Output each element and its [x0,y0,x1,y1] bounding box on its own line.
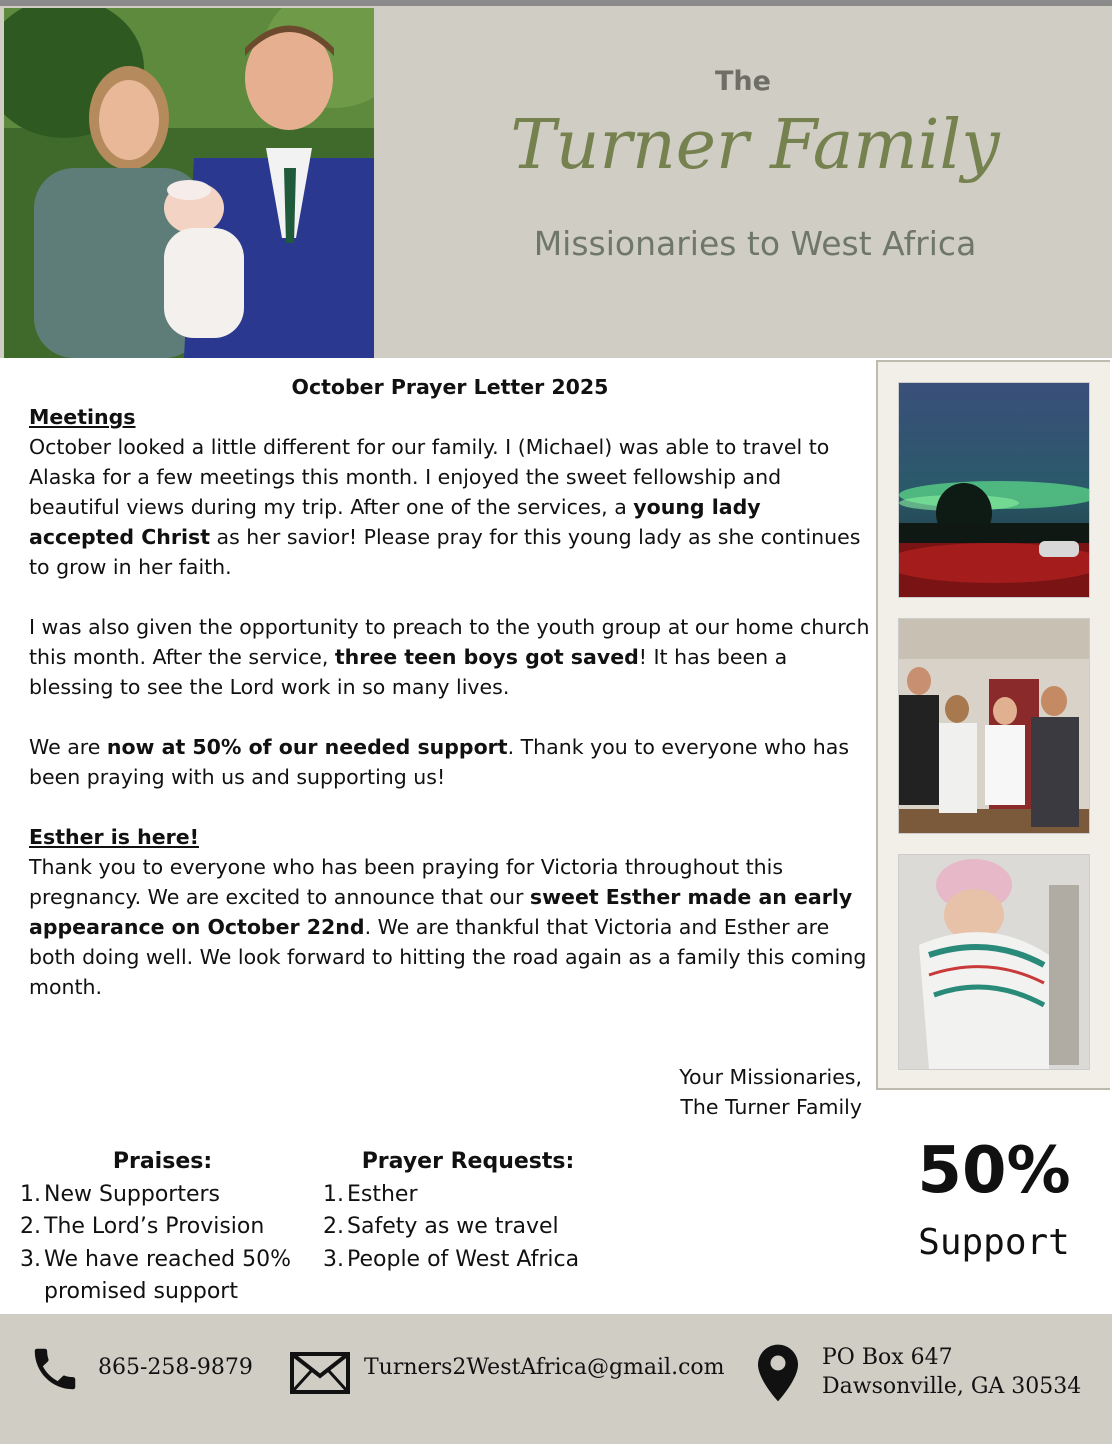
list-item: 1. New Supporters [20,1181,220,1207]
letter-body [29,372,871,1002]
location-pin-icon [758,1344,798,1402]
signoff-line-2: The Turner Family [680,1095,862,1119]
list-item: 2. Safety as we travel [323,1214,559,1239]
contact-footer [0,1314,1112,1444]
mailing-address: PO Box 647 Dawsonville, GA 30534 [822,1345,1082,1399]
signoff [679,1062,862,1122]
photo-sidebar [876,360,1110,1090]
list-item: 3. People of West Africa [323,1246,580,1272]
list-item: 1. Esther [323,1181,418,1207]
praises-list [20,1146,305,1309]
support-label: Support [918,1222,1070,1263]
envelope-icon [290,1352,350,1394]
signoff-line-1: Your Missionaries, [679,1065,862,1089]
meetings-heading: Meetings [29,405,136,429]
phone-number[interactable]: 865-258-9879 [98,1355,253,1380]
subtitle: Missionaries to West Africa [533,224,977,263]
letter-title: October Prayer Letter 2025 [291,375,609,399]
support-percent: 50% [917,1134,1071,1208]
email-address[interactable]: Turners2WestAfrica@gmail.com [364,1355,725,1380]
list-item: 2. The Lord’s Provision [20,1214,265,1239]
prayer-requests-list [323,1146,613,1276]
paragraph-esther: Thank you to everyone who has been praying for Victoria throughout this pregnancy. We are excited to announce that our sweet Esther made an early appearance on October 22nd. We are thankful that Victoria and Esther are both doing well. We look forward to hitting the road again as a family this coming month. [29,855,867,999]
prayer-requests-heading: Prayer Requests: [361,1149,575,1174]
paragraph-meetings: October looked a little different for our family. I (Michael) was able to travel to Alaska for a few meetings this month. I enjoyed the sweet fellowship and beautiful views during my trip. After one of the services, a young lady accepted Christ as her savior! Please pray for this young lady as she continues to grow in her faith. [29,435,861,579]
paragraph-support: We are now at 50% of our needed support. Thank you to everyone who has been praying with us and supporting us! [29,735,850,789]
aurora-photo [898,382,1090,598]
family-name-title: Turner Family [510,106,1000,185]
praises-heading: Praises: [112,1149,213,1174]
paragraph-youth: I was also given the opportunity to preach to the youth group at our home church this month. After the service, three teen boys got saved! It has been a blessing to see the Lord work in so many lives. [29,615,870,699]
list-item: 3. We have reached 50% promised support [20,1246,291,1304]
title-the: The [715,66,771,97]
phone-icon [28,1342,82,1396]
family-photo [4,8,374,358]
baby-esther-photo [898,854,1090,1070]
esther-heading: Esther is here! [29,825,199,849]
teen-boys-photo [898,618,1090,834]
